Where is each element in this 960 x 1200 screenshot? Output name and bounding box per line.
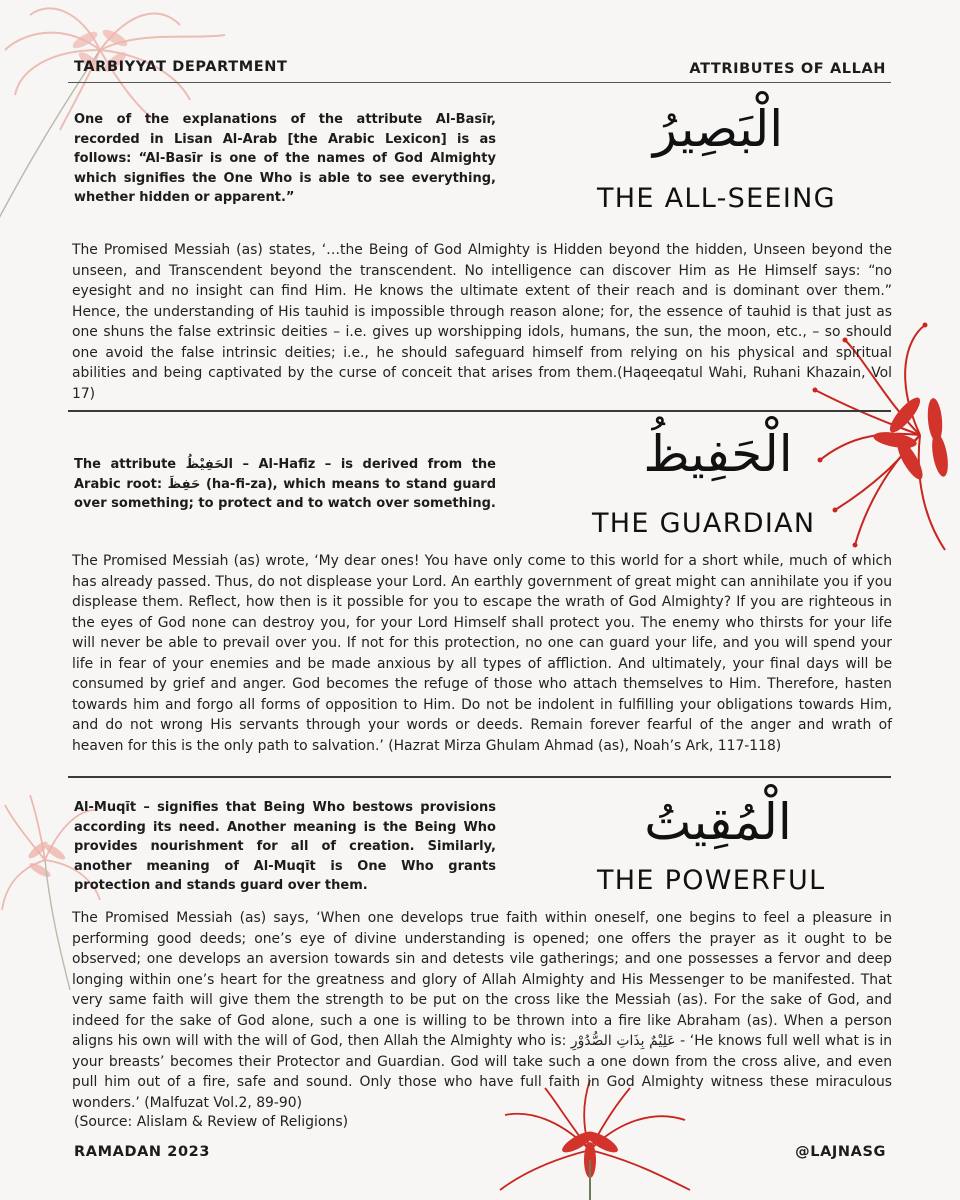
al-basir-title: THE ALL-SEEING <box>597 183 836 214</box>
al-basir-arabic-name: الْبَصِيرُ <box>652 100 784 158</box>
al-muqit-arabic-name: الْمُقِيتُ <box>644 793 792 851</box>
al-hafiz-arabic-name: الْحَفِيظُ <box>643 425 793 483</box>
department-label: TARBIYYAT DEPARTMENT <box>74 59 288 75</box>
al-hafiz-quote: The Promised Messiah (as) wrote, ‘My dear ones! You have only come to this world for a short while, much of which has already passed. Thus, do not displease your Lord. An earthly government of great might can annihilate you if you displease them. Reflect, how then is it possible for you to escape the wrath of God Almighty? If you are righteous in the eyes of God none can destroy you, for your Lord Himself shall protect you. The enemy who thirsts for your life will never be able to prevail over you. If not for this protection, no one can guard your life, and you will spend your life in fear of your enemies and be made anxious by all types of affliction. And ultimately, your final days will be consumed by grief and anger. God becomes the refuge of those who attach themselves to Him. Therefore, hasten towards him and forgo all forms of opposition to Him. Do not be indolent in fulfilling your obligations towards Him, and do not wrong His servants through your words or deeds. Remain forever fearful of the anger and wrath of heaven for this is the only path to salvation.’ (Hazrat Mirza Ghulam Ahmad (as), Noah’s Ark, 117-118) <box>72 553 892 754</box>
al-hafiz-title: THE GUARDIAN <box>592 508 816 539</box>
al-basir-intro: One of the explanations of the attribute Al-Basīr, recorded in Lisan Al-Arab [the Arabic Lexicon] is as follows: “Al-Basīr is one of the names of God Almighty which signifies the One Who is able to see everything, whether hidden or apparent.” <box>74 112 496 205</box>
al-muqit-title: THE POWERFUL <box>597 865 826 896</box>
section-divider <box>68 776 891 778</box>
al-basir-quote: The Promised Messiah (as) states, ‘…the Being of God Almighty is Hidden beyond the hidden, Unseen beyond the unseen, and Transcendent beyond the transcendent. No intelligence can discover Him as He Himself says: “no eyesight and no insight can find Him. He knows the ultimate extent of their reach and is dominant over them.” Hence, the understanding of His tauhid is impossible through reason alone; for, the essence of tauhid is that just as one shuns the false extrinsic deities – i.e. gives up worshipping idols, humans, the sun, the moon, etc., – so should one avoid the false intrinsic deities; i.e., he should safeguard himself from relying on his physical and spiritual abilities and being captivated by the curse of conceit that arises from them.(Haqeeqatul Wahi, Ruhani Khazain, Vol 17) <box>72 242 892 402</box>
topic-label: ATTRIBUTES OF ALLAH <box>689 61 886 77</box>
section-divider <box>68 410 891 412</box>
header-rule <box>68 82 891 83</box>
source-citation: (Source: Alislam & Review of Religions) <box>74 1114 349 1130</box>
al-muqit-intro: Al-Muqīt – signifies that Being Who bestows provisions according its need. Another meaning is the Being Who provides nourishment for all of creation. Similarly, another meaning of Al-Muqīt is One Who grants protection and stands guard over them. <box>74 800 496 893</box>
al-hafiz-intro: The attribute الحَفِيْظُ – Al-Hafiz – is derived from the Arabic root: حَفِظَ (ha-fi-za), which means to stand guard over something; to protect and to watch over something. <box>74 457 497 511</box>
al-muqit-quote: The Promised Messiah (as) says, ‘When one develops true faith within oneself, one begins to feel a pleasure in performing good deeds; one’s eye of divine understanding is opened; one offers the prayer as it ought to be observed; one develops an aversion towards sin and detests vile gatherings; and one possesses a fervor and deep longing within one’s heart for the greatness and glory of Allah Almighty and His Messenger to be manifested. That very same faith will give them the strength to be put on the cross like the Messiah (as). For the sake of God, and indeed for the sake of God alone, such a one is willing to be thrown into a fire like Abraham (as). When a person aligns his own will with the will of God, then Allah the Almighty who is: عَلِيْمٌ بِذَاتِ الصُّدُوْرِ - ‘He knows full well what is in your breasts’ becomes their Protector and Guardian. God will take such a one down from the cross alive, and even pull him out of a fire, safe and sound. Only those who have full faith in God Almighty witness these miraculous wonders.’ (Malfuzat Vol.2, 89-90) <box>72 910 893 1111</box>
event-label: RAMADAN 2023 <box>74 1144 211 1160</box>
social-handle: @LAJNASG <box>795 1144 886 1160</box>
